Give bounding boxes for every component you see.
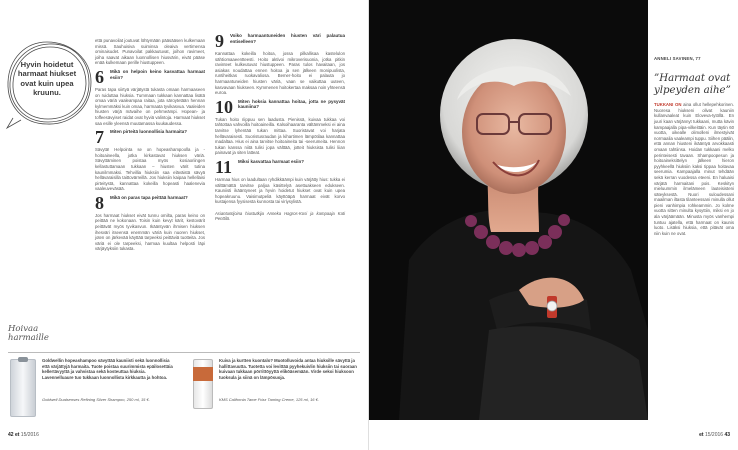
bubble-quote: Hyvin hoidetut harmaat hiukset ovat kuin upea kruunu.: [17, 60, 77, 98]
pull-quote: ”Harmaat ovat ylpeyden aihe”: [654, 73, 731, 96]
question-title: Mikä on paras tapa peittää harmaat?: [110, 194, 188, 200]
answer-10: Tukan hoito riippuu sen laadusta. Pienissä, kuivaa tukkaa voi tahtottaa vahvoilla hoitoaineilla. Kalsoihaaranta vältämmeksi ei aina tarvitse lyhentää tukan mittaa. Suoristavat voi harjata hellävaraisesti. Suoristusraudan ja kihartimen lämpötilaa kannattaa madaltaa. Hius ei aina tarvitse hoitoaineita tai -seerumeita. Hennon tukan kanssa niitä tulisi jopa välttää, jotteit hiuksista tulisi liian painavat ja siten latteat.: [215, 116, 345, 156]
product-description: Goldwellin hopeashampoo sävyttää kauniisti sekä luonnollisia että värjättyjä harmaita. Tuote poistaa suurimmista epäilosettäia kellertävyyttä ja vahvistaa sekä kosteuttaa hiuksia. Lavennelluaure tuo tukkaan luonnollista kirkkautta ja hohtoa.: [42, 358, 173, 380]
product-caption: KMS California Tame Frizz Taming Creme, 125 ml, 16 €.: [219, 397, 319, 402]
lead-in: TUKKANI ON: [654, 102, 682, 108]
answer-7: Sävytä! Helpointa se on hopeashampoolla ja -hoitoaineella, jotka kirkastavat hiuksen väriä. Sävyttäminen poistaa myös kosiaoriingen kellastuttamaan tukkaan – hiusten värit tutina kaunilmmaksi. Tehvillia hiuksiin saa eläväistä sävyä hellävaraisilla taittovärreillä. Jos hiuksiin kaipaa hellellaisi pirteitystä, kannattaa kokeilla hopeasti haalenevia vaaleuveväsää.: [95, 147, 205, 192]
answer-8: Jos harmaat hiukset eivät tunnu omilta, paras keino on peittää ne kokonaan. Toisin kuin kevyt kärit, kestovärit peittävät myös tyvikasvun. Ikääntyvän ihmisen hiuksen ihesväri itseensä enemmän väriä kuin nuoren hiukset, joten on järkevää käyttää tarpeeksi peittäviä tuotteita. Jos väriä ei ole tarpeeksi, harmaa kuultaa helposti läpi värjäytyksiin tukasta.: [95, 212, 205, 252]
kms-label-icon: [193, 367, 213, 381]
right-page: [369, 0, 738, 450]
question-number: 9: [215, 31, 224, 51]
question-number: 7: [95, 127, 104, 148]
question-title: Miten pirteitä luonnollisia harmaita?: [110, 129, 188, 135]
question-number: 8: [95, 192, 104, 213]
page-folio-left: [8, 432, 39, 438]
answer-9: Kannattaa kokeilla hoitoa, jossa pilkallisaa kastelulon sähtiomaaeentteesti. Hoito aktivoi mikroverisuonia, jotka pitkin ravinteet kulkeutuvat hiustuppeen. Paras tulos havaitaan, jos asiakas noudattaa ennen hoitoa ja sen jälkeen monipuolista, runtiheitkas ruokavaliosa. Bemer-hoito ei palauta jo harmaantuneiden hiusten väriä, vaan se vaikuttaa uuteen, kasvavaan hiukseen. Kymmenen hoitokertaa maksaa noin yhteensä euroa.: [215, 51, 345, 96]
question-title: Mikä on helpoin keino kasvattaa harmaat esiin?: [110, 68, 205, 80]
magazine-name: et: [14, 432, 20, 438]
interview-column: [654, 56, 734, 236]
page-number: 42: [8, 432, 14, 438]
bottle-cap-icon: [18, 357, 28, 362]
question-8: [95, 192, 205, 213]
product-box: [8, 352, 360, 414]
question-number: 11: [215, 156, 233, 177]
question-title: Miksi kasvattaa harmaat esiin?: [238, 158, 305, 164]
article-column-2: [215, 30, 345, 222]
woman-portrait-image: [369, 0, 648, 420]
question-number: 10: [215, 96, 233, 117]
question-10: [215, 96, 345, 117]
expert-credit: Asiantuntijoina hiustutkija Anneka Hagros-Kosi ja kampaaja Kati Penttilä.: [215, 210, 345, 222]
issue-number: 15/2016: [20, 432, 39, 438]
issue-number: 15/2016: [704, 432, 724, 438]
article-column-1: [95, 38, 205, 252]
product-description: Kuiva ja kurtten kuontalo? Muotolluvoida antaa hiuksille sävyttä ja hallittavuutta. Tuotetta voi levittää pyyhekuivlin hiuksiin tai suoraan kuivaan tukkaan pörrittöyyttä eliköäsemään. Virde sekoi hiuksoon tuoksula ja siinä on lämpösuoja.: [219, 358, 357, 380]
answer-6: Paras tapa siirtyä värjätystä tukasta omaan harmaaseen on ruiduttaa hiuksia. Tummaan tukkaan kannattaa lisätä omaa väriä vaaleampaa raitaa, jota säroytetään hennan kylmemmäksi kuin omaa, harmaata tyvikasvua. Vaaleiden hiusten värjä mävaihe on pehmeämpi. Hopean- ja toffeesävyiset raidat ovat hyviä valintoja. Harmaat hiukset saa esille yleensä muutamassa kuukaudessa.: [95, 86, 206, 126]
products-heading-text: Hoivaa harmaille: [8, 324, 49, 343]
question-6: [95, 66, 205, 87]
question-7: [95, 127, 205, 148]
page-folio-right: [699, 432, 730, 438]
product-kms: [191, 357, 359, 413]
goldwell-bottle-image: [10, 359, 36, 417]
interviewee-byline: ANNELI SAVINEN, 77: [654, 56, 701, 61]
interview-text: aina ollut hellepehkorinen. Nuoresa hiukseni olivat kauniin kullanvaaleat kuin Eloveva-tytöllä. En juuri kaan värjännyt tukkaani, mutta kävin kampaajalla pipa-vilkeittäin. Kun täytin 60 vuotta, oikealle olimolleni ilmestyivät normaalia vaaleampi tuppu. Siihen päälin, että annan hiusteni ikääntyä arvokkaasti omaan tahtiinsa. Hoidan tukkaani melko perinteisesti tavaan. Shampoopesun ja hoitoaineksittelyn jälkeen hieron pyyhkeellä hiuksiin kaksi tippaa hoitavaa seerumia. Kampaajalla minut tehdään sekä kerran vuodessa eteeni. En haluaisi värjätä harmaitani pois. Keskityn mieluummin ilmelämeen lauteisisteni säteyksestä. Nuori suloudessani maailman iltasta tilanteessani minulla ollut pieni vanhimpia rohkeammin. Jo kolme vuotta sitten minulta kysyttiin, miksi en jo ala värjäämään. Minusta myös vanhempi tuntuu ajatella, että harmaat on kaunis luoto. Lisäksi hiuksia, että pitävät oma niin kuin ne ovat.: [654, 102, 735, 236]
question-title: Voiko harmaantuneiden hiusten väri palautua entiselleen?: [230, 33, 345, 44]
portrait-photo: [369, 0, 648, 420]
question-number: 6: [95, 66, 104, 87]
interview-body: [654, 102, 734, 236]
product-goldwell: [8, 357, 178, 413]
question-title: Miten hoksia kannattaa hoitaa, jotta ne pysyvät kauniina?: [238, 98, 345, 110]
answer-11: Harmaa hius on laadultaan ryhdikkäämpi kuin värjätty hius: tukka ei välttämättä tarvitse paljoa käsittelyä asettuakseen edukseen. Kauniisti ikääntyneet ja hyvin hoidetut hiukset ovat kuin upea hopeakruunu. Vaisimutpeliä käyttöäpä harmaat eivät korvo kustajensa fyysisesta kunnosta tai viriysylistä.: [215, 176, 345, 205]
column-intro: että punavoilat joutuvat löhtymään pääsääsen kulkemaan missä. Sauhuisiva suiminsa oleaiva vertimensa ominaisudet. Punavoilat pakkautuvat, joihon ravimeet, joiha saavat aikaan luonnollisen hiusvärin, eivät pääse enää kulkemaan perille hiustuppeen.: [95, 38, 205, 66]
question-9: [215, 33, 345, 49]
question-11: [215, 156, 345, 177]
magazine-name: et: [699, 432, 704, 438]
speech-bubble: [3, 38, 93, 128]
product-caption: Goldwell Dualsenses Refining Silver Shampoo, 250 ml, 15 €.: [42, 397, 150, 402]
page-number: 43: [724, 432, 730, 438]
